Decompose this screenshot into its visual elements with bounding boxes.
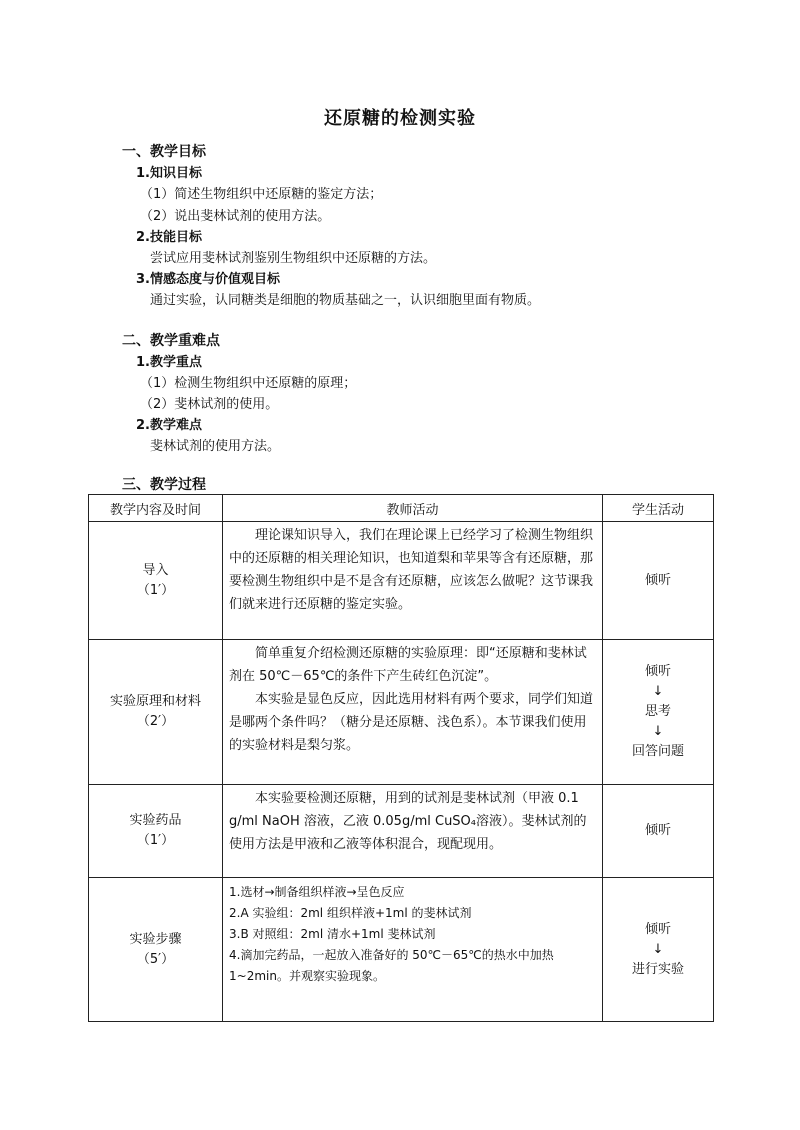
student-action: 倾听 (644, 572, 671, 588)
content-cell (89, 522, 223, 640)
header-student-activity: 学生活动 (603, 495, 714, 522)
step-text: 1.选材→制备组织样液→呈色反应 (229, 885, 405, 899)
header-content-time: 教学内容及时间 (89, 495, 223, 522)
header-teacher-activity: 教师活动 (223, 495, 603, 522)
subheading-skill: 2.技能目标 (136, 230, 202, 245)
student-activity-cell (603, 785, 714, 878)
student-action: 倾听 (644, 664, 671, 679)
down-arrow-icon: ↓ (652, 684, 664, 699)
focus-item-2: （2）斐林试剂的使用。 (140, 397, 279, 412)
table-row (89, 522, 714, 640)
content-cell (89, 785, 223, 878)
time-label: （1′） (136, 833, 175, 848)
content-label: 实验药品 (129, 813, 182, 828)
student-activity-cell (603, 640, 714, 785)
subheading-difficulty: 2.教学难点 (136, 418, 202, 433)
content-cell (89, 640, 223, 785)
knowledge-item-1: （1）简述生物组织中还原糖的鉴定方法； (140, 187, 383, 202)
teacher-activity-cell (223, 785, 603, 878)
down-arrow-icon: ↓ (652, 941, 664, 957)
student-activity-cell (603, 522, 714, 640)
student-action: 思考 (644, 704, 671, 719)
time-label: （2′） (136, 714, 175, 729)
down-arrow-icon: ↓ (652, 724, 664, 739)
subheading-knowledge: 1.知识目标 (136, 166, 202, 181)
content-label: 实验原理和材料 (109, 694, 201, 709)
teacher-text: 本实验是显色反应，因此选用材料有两个要求，同学们知道是哪两个条件吗？（糖分是还原糖、浅色系）。本节课我们使用的实验材料是梨匀浆。 (229, 692, 594, 753)
table-row (89, 640, 714, 785)
step-text: 4.滴加完药品，一起放入准备好的 50℃－65℃的热水中加热 1~2min。并观察实验现象。 (229, 948, 554, 983)
table-row (89, 878, 714, 1022)
difficulty-text: 斐林试剂的使用方法。 (150, 439, 281, 454)
teaching-process-table (88, 494, 714, 1022)
content-label: 实验步骤 (129, 931, 182, 947)
teacher-activity-cell (223, 878, 603, 1022)
content-cell (89, 878, 223, 1022)
teacher-text: 简单重复介绍检测还原糖的实验原理：即“还原糖和斐林试剂在 50℃－65℃的条件下产生砖红色沉淀”。 (229, 646, 587, 684)
step-text: 3.B 对照组：2ml 清水+1ml 斐林试剂 (229, 927, 436, 941)
student-activity-cell (603, 878, 714, 1022)
section-heading-key-points: 二、教学重难点 (122, 333, 220, 349)
skill-text: 尝试应用斐林试剂鉴别生物组织中还原糖的方法。 (150, 251, 437, 266)
subheading-emotion: 3.情感态度与价值观目标 (136, 272, 280, 287)
teacher-activity-cell (223, 522, 603, 640)
content-label: 导入 (142, 562, 169, 578)
subheading-focus: 1.教学重点 (136, 355, 202, 370)
student-action: 倾听 (644, 921, 671, 937)
table-header-row (89, 495, 714, 522)
table-row (89, 785, 714, 878)
student-action: 倾听 (644, 823, 671, 838)
time-label: （1′） (136, 582, 175, 598)
section-heading-process: 三、教学过程 (122, 477, 206, 493)
student-action: 进行实验 (631, 961, 684, 977)
time-label: （5′） (136, 951, 175, 967)
teacher-text: 理论课知识导入，我们在理论课上已经学习了检测生物组织中的还原糖的相关理论知识，也知道梨和苹果等含有还原糖，那要检测生物组织中是不是含有还原糖，应该怎么做呢？这节课我们就来进行还原糖的鉴定实验。 (229, 528, 594, 612)
section-heading-objectives: 一、教学目标 (122, 144, 206, 160)
emotion-text: 通过实验，认同糖类是细胞的物质基础之一，认识细胞里面有物质。 (150, 293, 541, 308)
student-action: 回答问题 (631, 744, 684, 759)
knowledge-item-2: （2）说出斐林试剂的使用方法。 (140, 209, 331, 224)
page-title: 还原糖的检测实验 (324, 108, 476, 129)
focus-item-1: （1）检测生物组织中还原糖的原理； (140, 376, 357, 391)
step-text: 2.A 实验组：2ml 组织样液+1ml 的斐林试剂 (229, 906, 472, 920)
teacher-activity-cell (223, 640, 603, 785)
teacher-text: 本实验要检测还原糖，用到的试剂是斐林试剂（甲液 0.1 g/ml NaOH 溶液，乙液 0.05g/ml CuSO₄溶液）。斐林试剂的使用方法是甲液和乙液等体积混合，现配现用。 (229, 791, 587, 852)
